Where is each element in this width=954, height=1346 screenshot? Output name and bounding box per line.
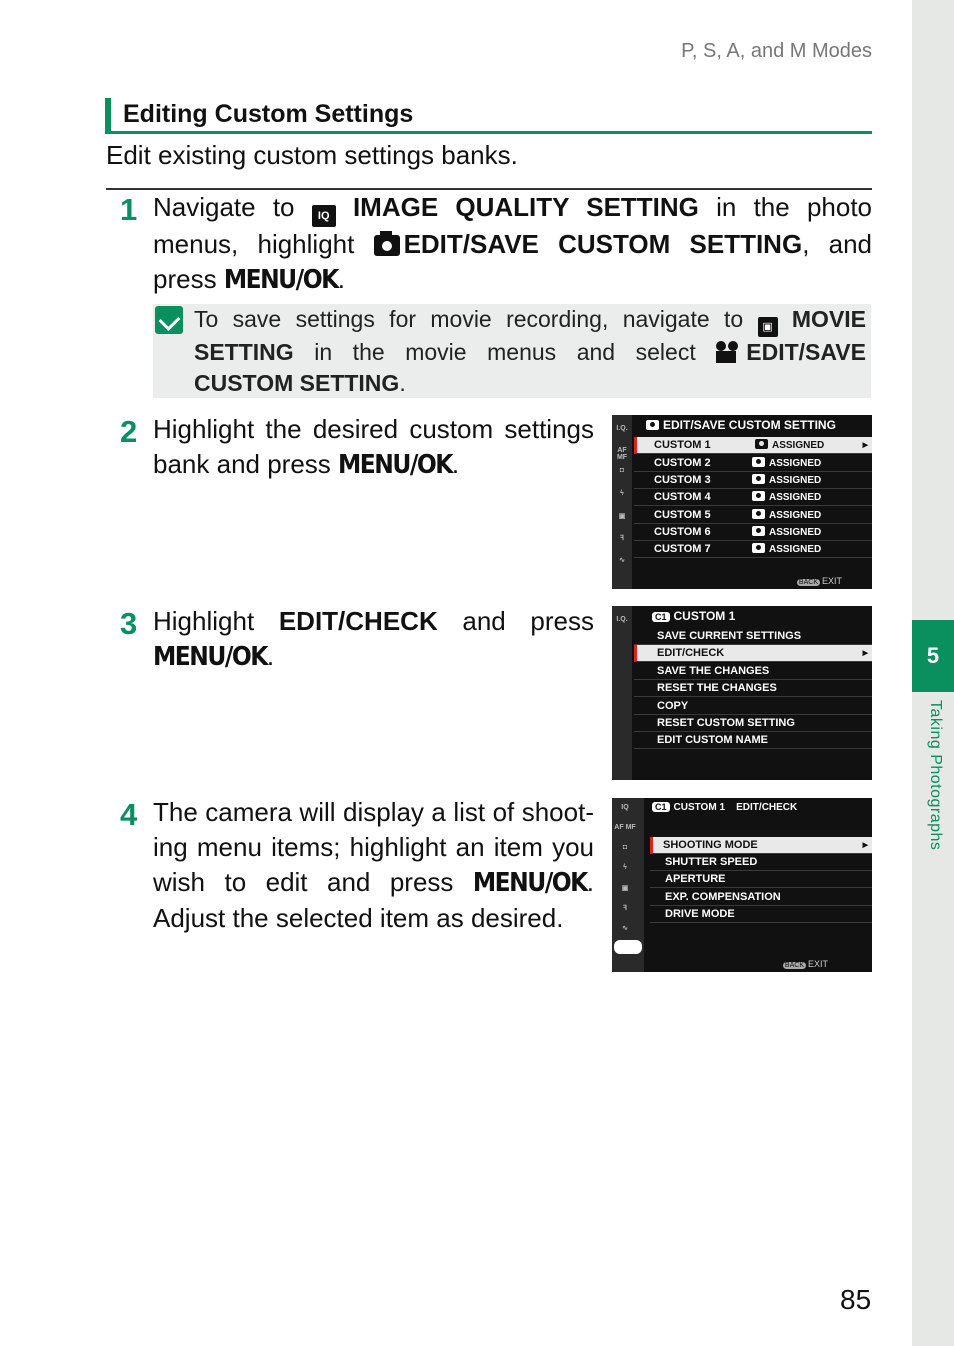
menu-row[interactable]: CUSTOM 7 ASSIGNED bbox=[634, 541, 872, 558]
menu-row[interactable]: RESET CUSTOM SETTING bbox=[634, 715, 872, 732]
lb-wave-icon: ∿ bbox=[619, 557, 625, 564]
step-4-text: The camera will display a list of shooting menu items; highlight an item you wish to edit and press MENU/OK. Adjust the selected item as desired. bbox=[153, 797, 594, 933]
lb-iq-icon: I.Q. bbox=[616, 425, 628, 432]
lb-flash-icon: ϟ bbox=[623, 864, 627, 871]
menu-row[interactable]: CUSTOM 4 ASSIGNED bbox=[634, 489, 872, 506]
screen-1-title: EDIT/SAVE CUSTOM SETTING bbox=[646, 418, 836, 432]
lb-wrench-icon: ꟻ bbox=[619, 535, 625, 542]
page-number: 85 bbox=[840, 1284, 872, 1315]
menu-row[interactable]: CUSTOM 3 ASSIGNED bbox=[634, 472, 872, 489]
section-title: Editing Custom Settings bbox=[105, 98, 872, 134]
iq-icon: IQ bbox=[312, 205, 336, 227]
lb-iq-icon: I.Q. bbox=[616, 616, 628, 623]
step-3-text: Highlight EDIT/CHECK and press bbox=[153, 606, 594, 636]
arrow-right-icon: ▶ bbox=[862, 842, 868, 849]
section-intro: Edit existing custom settings banks. bbox=[106, 140, 518, 170]
arrow-right-icon: ▶ bbox=[862, 650, 868, 657]
step-1-number: 1 bbox=[120, 192, 138, 227]
lb-af-icon: AF MF bbox=[616, 447, 628, 461]
note-box bbox=[153, 304, 871, 398]
screen-left-bar bbox=[612, 415, 632, 589]
step-3-text-cont: MENU/OK. bbox=[153, 641, 275, 672]
camera-screen-custom-list bbox=[612, 415, 872, 589]
movie-icon bbox=[716, 341, 742, 363]
lb-movie-icon: ▣ bbox=[621, 885, 629, 892]
menu-row[interactable]: APERTURE bbox=[650, 871, 872, 888]
step-2-number: 2 bbox=[120, 414, 138, 449]
step-2-text: Highlight the desired custom settings bank and press MENU/OK. bbox=[153, 414, 594, 480]
menu-row[interactable]: EDIT/CHECK ▶ bbox=[634, 645, 872, 662]
camera-screen-edit-check bbox=[612, 798, 872, 972]
screen-1-footer: BACK EXIT bbox=[798, 576, 842, 586]
camera-icon bbox=[752, 457, 765, 467]
camera-icon bbox=[755, 439, 768, 449]
lb-iq-icon: IQ bbox=[621, 804, 629, 811]
lb-wrench-icon: ꟻ bbox=[622, 905, 628, 912]
menu-row[interactable]: EXP. COMPENSATION bbox=[650, 889, 872, 906]
note-icon bbox=[155, 306, 183, 334]
screen-2-title: C1 CUSTOM 1 bbox=[652, 609, 735, 623]
menu-row[interactable]: SHUTTER SPEED bbox=[650, 854, 872, 871]
movie-setting-icon: ▣ bbox=[758, 317, 778, 337]
camera-icon bbox=[752, 491, 765, 501]
lb-custom-icon bbox=[614, 940, 642, 954]
arrow-right-icon: ▶ bbox=[862, 442, 868, 449]
menu-row[interactable]: CUSTOM 1 ASSIGNED ▶ bbox=[634, 437, 872, 454]
header-section-name: P, S, A, and M Modes bbox=[681, 40, 872, 62]
menu-row[interactable]: CUSTOM 5 ASSIGNED bbox=[634, 507, 872, 524]
menu-row[interactable]: SHOOTING MODE ▶ bbox=[650, 837, 872, 854]
camera-icon bbox=[646, 420, 659, 430]
chapter-label: Taking Photographs bbox=[927, 700, 944, 851]
lb-camera-icon: ◘ bbox=[622, 844, 628, 851]
menu-row[interactable]: RESET THE CHANGES bbox=[634, 680, 872, 697]
lb-movie-icon: ▣ bbox=[618, 513, 626, 520]
note-text: To save settings for movie recording, navigate to ▣ MOVIE SETTING in the movie menus and select EDIT/SAVE CUSTOM SETTING. bbox=[194, 306, 867, 396]
menu-row[interactable]: CUSTOM 2 ASSIGNED bbox=[634, 455, 872, 472]
screen-left-bar bbox=[612, 606, 632, 780]
menu-row[interactable]: COPY bbox=[634, 698, 872, 715]
lb-af-icon: AF MF bbox=[614, 824, 636, 831]
step-1-text: Navigate to IQ IMAGE QUALITY SETTING in the photo menus, highlight EDIT/SAVE CUSTOM SETTING, and press MENU/OK. bbox=[153, 192, 873, 295]
step-4-number: 4 bbox=[120, 797, 138, 832]
camera-icon bbox=[752, 474, 765, 484]
camera-screen-custom-menu bbox=[612, 606, 872, 780]
step-3-number: 3 bbox=[120, 606, 138, 641]
camera-icon bbox=[752, 526, 765, 536]
menu-row[interactable]: DRIVE MODE bbox=[650, 906, 872, 923]
camera-icon bbox=[752, 543, 765, 553]
lb-wave-icon: ∿ bbox=[622, 925, 628, 932]
menu-row[interactable]: SAVE THE CHANGES bbox=[634, 663, 872, 680]
screen-3-title: C1 CUSTOM 1 EDIT/CHECK bbox=[652, 802, 797, 813]
camera-icon bbox=[374, 235, 400, 256]
lb-flash-icon: ϟ bbox=[620, 490, 624, 497]
lb-camera-icon: ◘ bbox=[619, 467, 625, 474]
screen-3-footer: BACK EXIT bbox=[784, 959, 828, 969]
camera-icon bbox=[752, 509, 765, 519]
chapter-tab: 5 bbox=[912, 620, 954, 692]
screen-left-bar bbox=[612, 798, 644, 972]
menu-row[interactable]: CUSTOM 6 ASSIGNED bbox=[634, 524, 872, 541]
menu-row[interactable]: SAVE CURRENT SETTINGS bbox=[634, 628, 872, 645]
menu-row[interactable]: EDIT CUSTOM NAME bbox=[634, 732, 872, 749]
